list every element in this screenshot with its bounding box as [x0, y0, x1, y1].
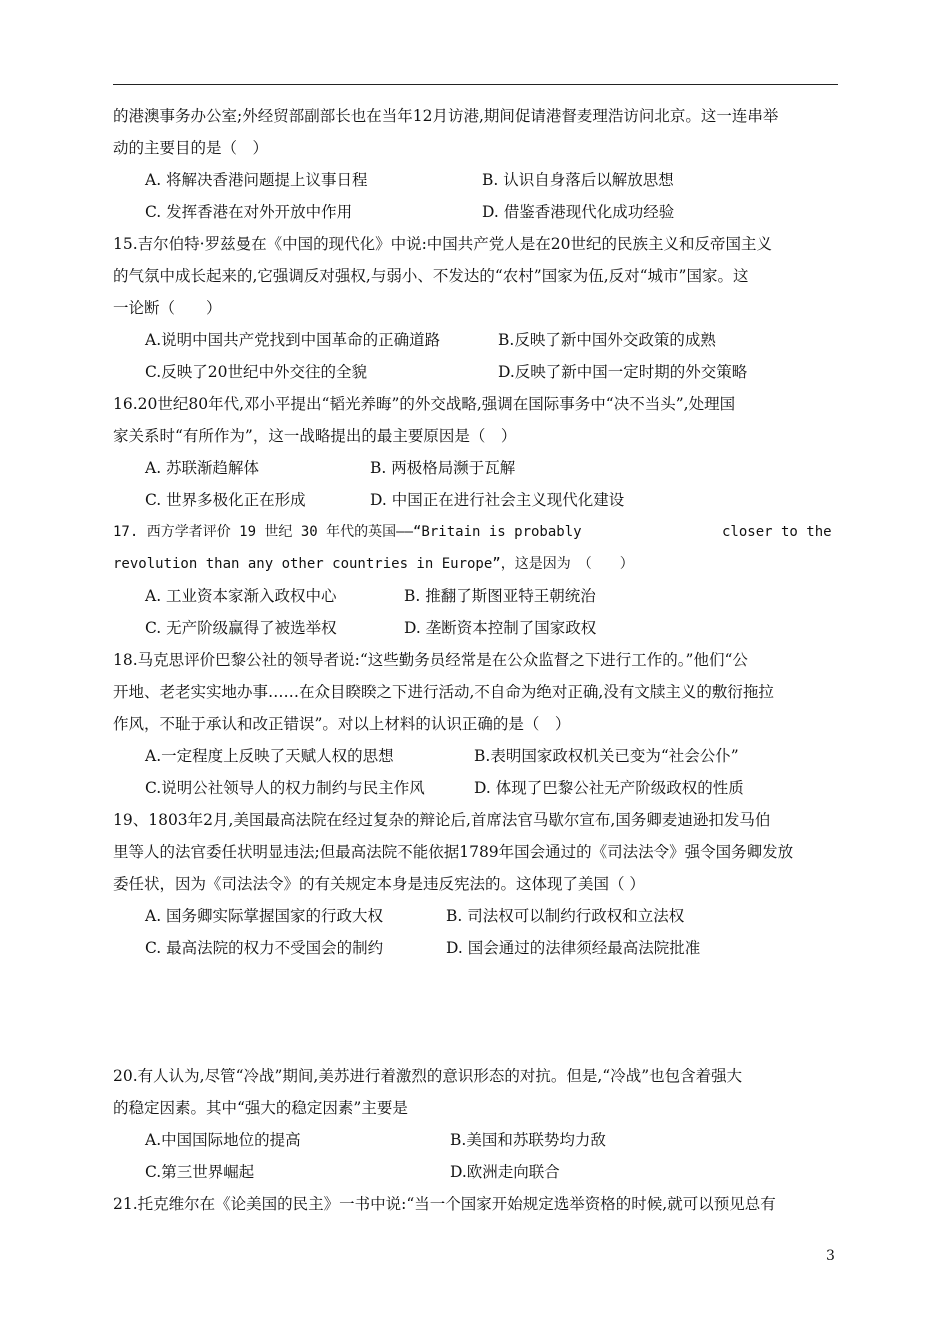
q18-line-1: 18.马克思评价巴黎公社的领导者说:“这些勤务员经常是在公众监督之下进行工作的。”他们“公	[113, 651, 748, 669]
q20-option-c: C.第三世界崛起	[145, 1163, 255, 1181]
q20-option-a: A.中国国际地位的提高	[145, 1131, 301, 1149]
q18-option-c: C.说明公社领导人的权力制约与民主作风	[145, 779, 425, 797]
q20-option-d: D.欧洲走向联合	[450, 1163, 560, 1181]
q17-line-2: revolution than any other countries in Europe”，这是因为 （ ）	[113, 556, 634, 572]
q14-line-1: 的港澳事务办公室;外经贸部副部长也在当年12月访港,期间促请港督麦理浩访问北京。这一连串举	[113, 107, 779, 125]
q18-line-3: 作风，不耻于承认和改正错误”。对以上材料的认识正确的是（ ）	[113, 715, 571, 733]
q17-option-c: C. 无产阶级赢得了被选举权	[145, 619, 337, 637]
q19-line-3: 委任状，因为《司法法令》的有关规定本身是违反宪法的。这体现了美国（ ）	[113, 875, 645, 893]
q16-option-a: A. 苏联渐趋解体	[145, 459, 260, 477]
q15-option-b: B.反映了新中国外交政策的成熟	[498, 331, 716, 349]
q16-line-2: 家关系时“有所作为”，这一战略提出的最主要原因是（ ）	[113, 427, 517, 445]
q15-option-a: A.说明中国共产党找到中国革命的正确道路	[145, 331, 441, 349]
q19-option-b: B. 司法权可以制约行政权和立法权	[446, 907, 685, 925]
q18-option-d: D. 体现了巴黎公社无产阶级政权的性质	[474, 779, 744, 797]
q20-option-b: B.美国和苏联势均力敌	[450, 1131, 606, 1149]
q17-option-a: A. 工业资本家渐入政权中心	[145, 587, 337, 605]
q19-line-1: 19、1803年2月,美国最高法院在经过复杂的辩论后,首席法官马歇尔宣布,国务卿麦迪逊扣发马伯	[113, 811, 771, 829]
q20-line-2: 的稳定因素。其中“强大的稳定因素”主要是	[113, 1099, 408, 1117]
q18-option-b: B.表明国家政权机关已变为“社会公仆”	[474, 747, 739, 765]
q16-option-b: B. 两极格局濒于瓦解	[370, 459, 516, 477]
q19-option-d: D. 国会通过的法律须经最高法院批准	[446, 939, 701, 957]
q20-line-1: 20.有人认为,尽管“冷战”期间,美苏进行着激烈的意识形态的对抗。但是,“冷战”也包含着强大	[113, 1067, 743, 1085]
q15-option-c: C.反映了20世纪中外交往的全貌	[145, 363, 367, 381]
q14-option-a: A. 将解决香港问题提上议事日程	[145, 171, 368, 189]
q15-line-3: 一论断（ ）	[113, 299, 222, 317]
q17-line-1-end: closer to the	[722, 524, 832, 540]
q14-option-c: C. 发挥香港在对外开放中作用	[145, 203, 353, 221]
q19-option-a: A. 国务卿实际掌握国家的行政大权	[145, 907, 384, 925]
q15-line-2: 的气氛中成长起来的,它强调反对强权,与弱小、不发达的“农村”国家为伍,反对“城市”国家。这	[113, 267, 749, 285]
q17-option-b: B. 推翻了斯图亚特王朝统治	[404, 587, 596, 605]
q16-line-1: 16.20世纪80年代,邓小平提出“韬光养晦”的外交战略,强调在国际事务中“决不当头”,处理国	[113, 395, 736, 413]
q15-option-d: D.反映了新中国一定时期的外交策略	[498, 363, 748, 381]
q21-line-1: 21.托克维尔在《论美国的民主》一书中说:“当一个国家开始规定选举资格的时候,就可以预见总有	[113, 1195, 776, 1213]
q16-option-d: D. 中国正在进行社会主义现代化建设	[370, 491, 625, 509]
header-rule	[113, 84, 838, 85]
q18-line-2: 开地、老老实实地办事……在众目睽睽之下进行活动,不自命为绝对正确,没有文牍主义的敷衍拖拉	[113, 683, 774, 701]
q19-line-2: 里等人的法官委任状明显违法;但最高法院不能依据1789年国会通过的《司法法令》强令国务卿发放	[113, 843, 794, 861]
q18-option-a: A.一定程度上反映了天赋人权的思想	[145, 747, 394, 765]
q14-option-b: B. 认识自身落后以解放思想	[482, 171, 674, 189]
q17-option-d: D. 垄断资本控制了国家政权	[404, 619, 597, 637]
q14-option-d: D. 借鉴香港现代化成功经验	[482, 203, 675, 221]
q15-line-1: 15.吉尔伯特·罗兹曼在《中国的现代化》中说:中国共产党人是在20世纪的民族主义和反帝国主义	[113, 235, 773, 253]
page-number: 3	[826, 1248, 835, 1264]
q14-line-2: 动的主要目的是（ ）	[113, 139, 269, 157]
q16-option-c: C. 世界多极化正在形成	[145, 491, 306, 509]
q19-option-c: C. 最高法院的权力不受国会的制约	[145, 939, 384, 957]
q17-line-1: 17. 西方学者评价 19 世纪 30 年代的英国——“Britain is probably	[113, 524, 582, 540]
